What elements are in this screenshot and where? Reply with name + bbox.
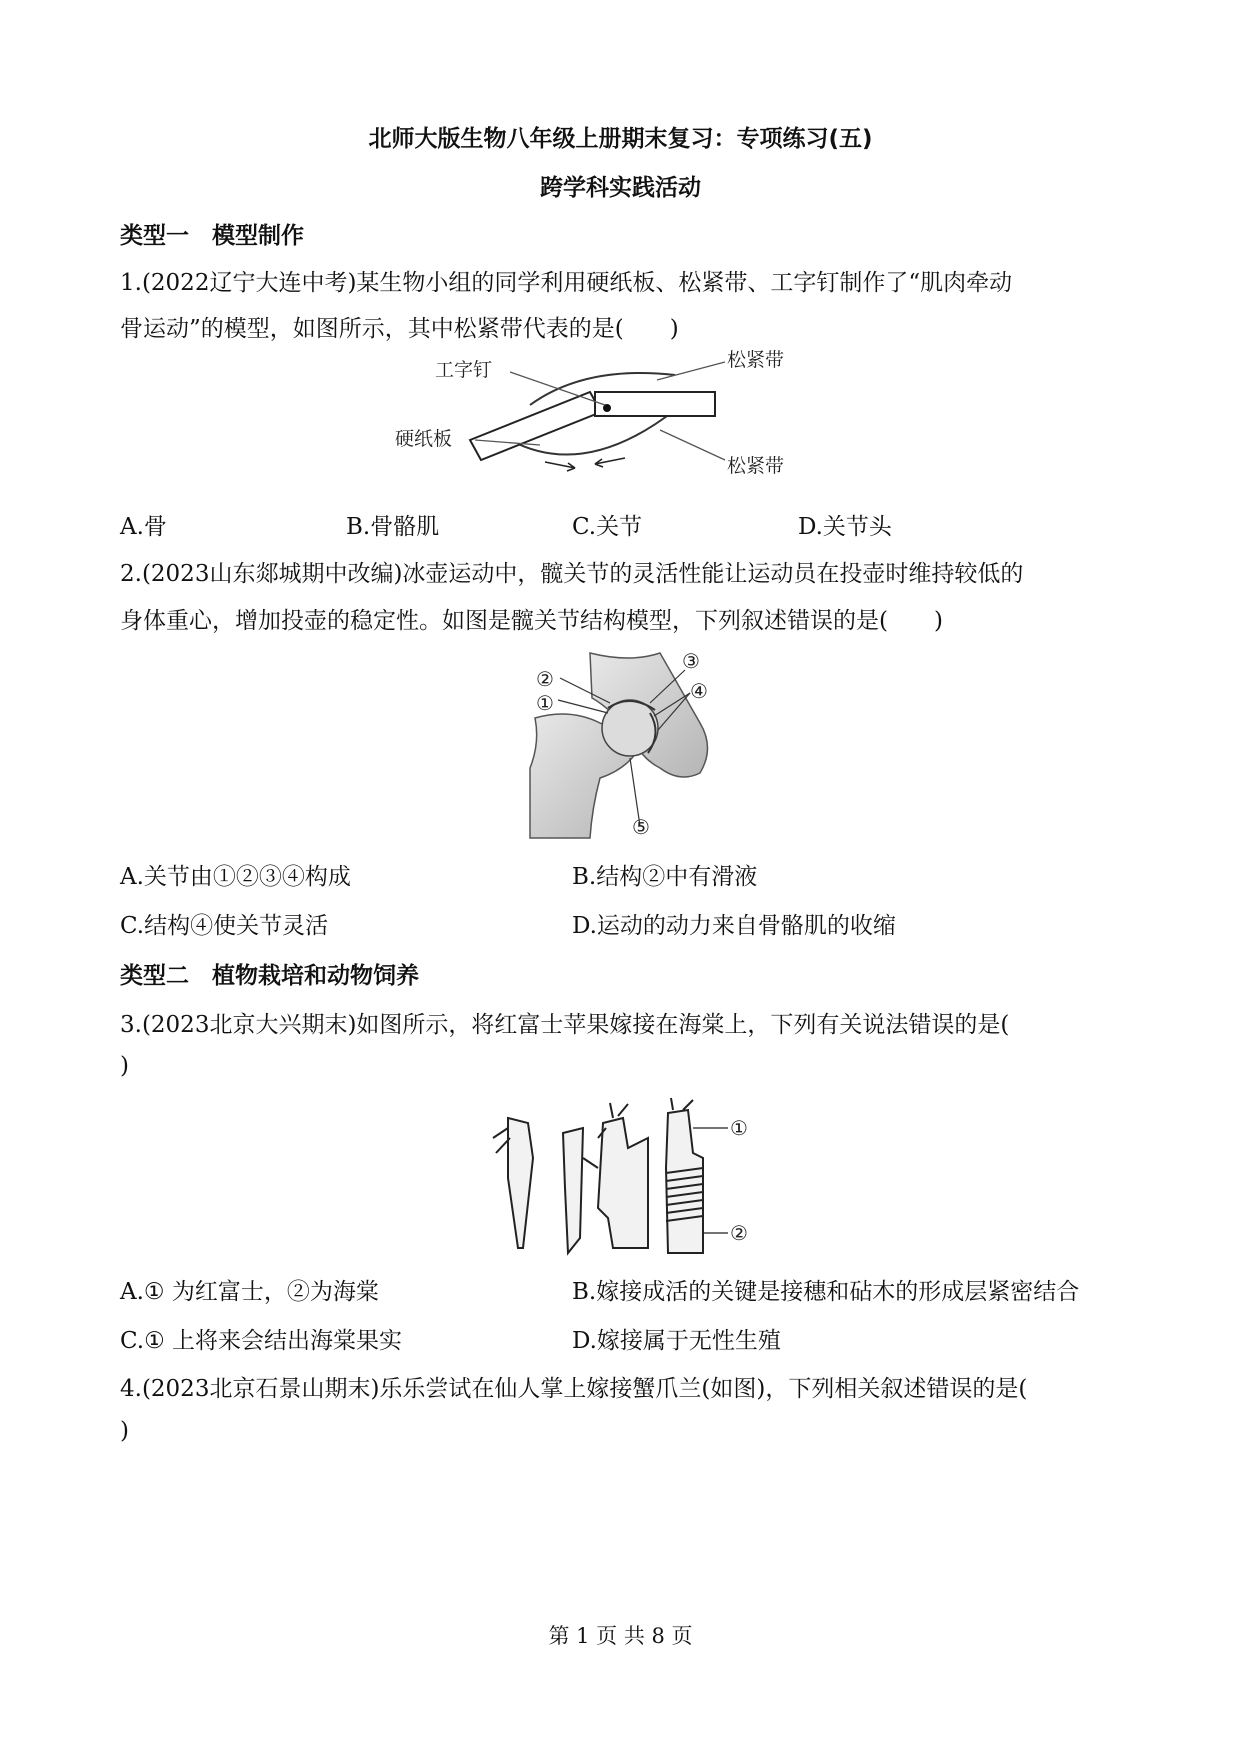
question-4-line-2: ) bbox=[120, 1418, 129, 1444]
muscle-model-figure bbox=[395, 349, 805, 480]
label-1: ① bbox=[536, 691, 554, 715]
label-4: ④ bbox=[690, 679, 708, 703]
q2-option-c: C.结构④使关节灵活 bbox=[120, 913, 329, 939]
page-footer: 第 1 页 共 8 页 bbox=[548, 1624, 693, 1648]
q1-option-c: C.关节 bbox=[572, 514, 643, 540]
label-pushpin: 工字钉 bbox=[435, 359, 493, 381]
label-2: ② bbox=[536, 667, 554, 691]
q2-option-b: B.结构②中有滑液 bbox=[572, 864, 758, 890]
q3-option-d: D.嫁接属于无性生殖 bbox=[572, 1328, 781, 1354]
q3-option-c: C.① 上将来会结出海棠果实 bbox=[120, 1328, 403, 1354]
q2-option-d: D.运动的动力来自骨骼肌的收缩 bbox=[572, 913, 896, 939]
q1-option-d: D.关节头 bbox=[798, 514, 892, 540]
section-heading-2: 类型二 植物栽培和动物饲养 bbox=[120, 963, 419, 989]
question-2-line-1: 2.(2023山东郯城期中改编)冰壶运动中，髋关节的灵活性能让运动员在投壶时维持较低的 bbox=[120, 561, 1024, 587]
page-subtitle: 跨学科实践活动 bbox=[540, 175, 701, 201]
q2-option-a: A.关节由①②③④构成 bbox=[120, 864, 351, 890]
question-1-line-2: 骨运动”的模型，如图所示，其中松紧带代表的是( ) bbox=[120, 316, 679, 342]
q3-option-b: B.嫁接成活的关键是接穗和砧木的形成层紧密结合 bbox=[572, 1279, 1080, 1305]
question-3-line-2: ) bbox=[120, 1053, 129, 1079]
label-3: ③ bbox=[682, 649, 700, 673]
label-elastic-top: 松紧带 bbox=[727, 349, 785, 371]
section-heading-1: 类型一 模型制作 bbox=[120, 223, 304, 249]
hip-joint-figure bbox=[530, 648, 725, 838]
label-scion: ① bbox=[730, 1116, 748, 1140]
question-2-line-2: 身体重心，增加投壶的稳定性。如图是髋关节结构模型，下列叙述错误的是( ) bbox=[120, 608, 943, 634]
q3-option-a: A.① 为红富士，②为海棠 bbox=[120, 1279, 379, 1305]
q1-option-b: B.骨骼肌 bbox=[346, 514, 440, 540]
q1-option-a: A.骨 bbox=[120, 514, 167, 540]
label-5: ⑤ bbox=[632, 815, 650, 839]
label-cardboard: 硬纸板 bbox=[395, 428, 453, 450]
question-3-line-1: 3.(2023北京大兴期末)如图所示，将红富士苹果嫁接在海棠上，下列有关说法错误的是( bbox=[120, 1012, 1010, 1038]
grafting-figure bbox=[488, 1098, 758, 1258]
label-elastic-bottom: 松紧带 bbox=[727, 455, 785, 477]
question-4-line-1: 4.(2023北京石景山期末)乐乐尝试在仙人掌上嫁接蟹爪兰(如图)，下列相关叙述错误的是( bbox=[120, 1376, 1028, 1402]
page-title: 北师大版生物八年级上册期末复习：专项练习(五) bbox=[368, 126, 873, 152]
label-stock: ② bbox=[730, 1221, 748, 1245]
question-1-line-1: 1.(2022辽宁大连中考)某生物小组的同学利用硬纸板、松紧带、工字钉制作了“肌肉牵动 bbox=[120, 270, 1013, 296]
